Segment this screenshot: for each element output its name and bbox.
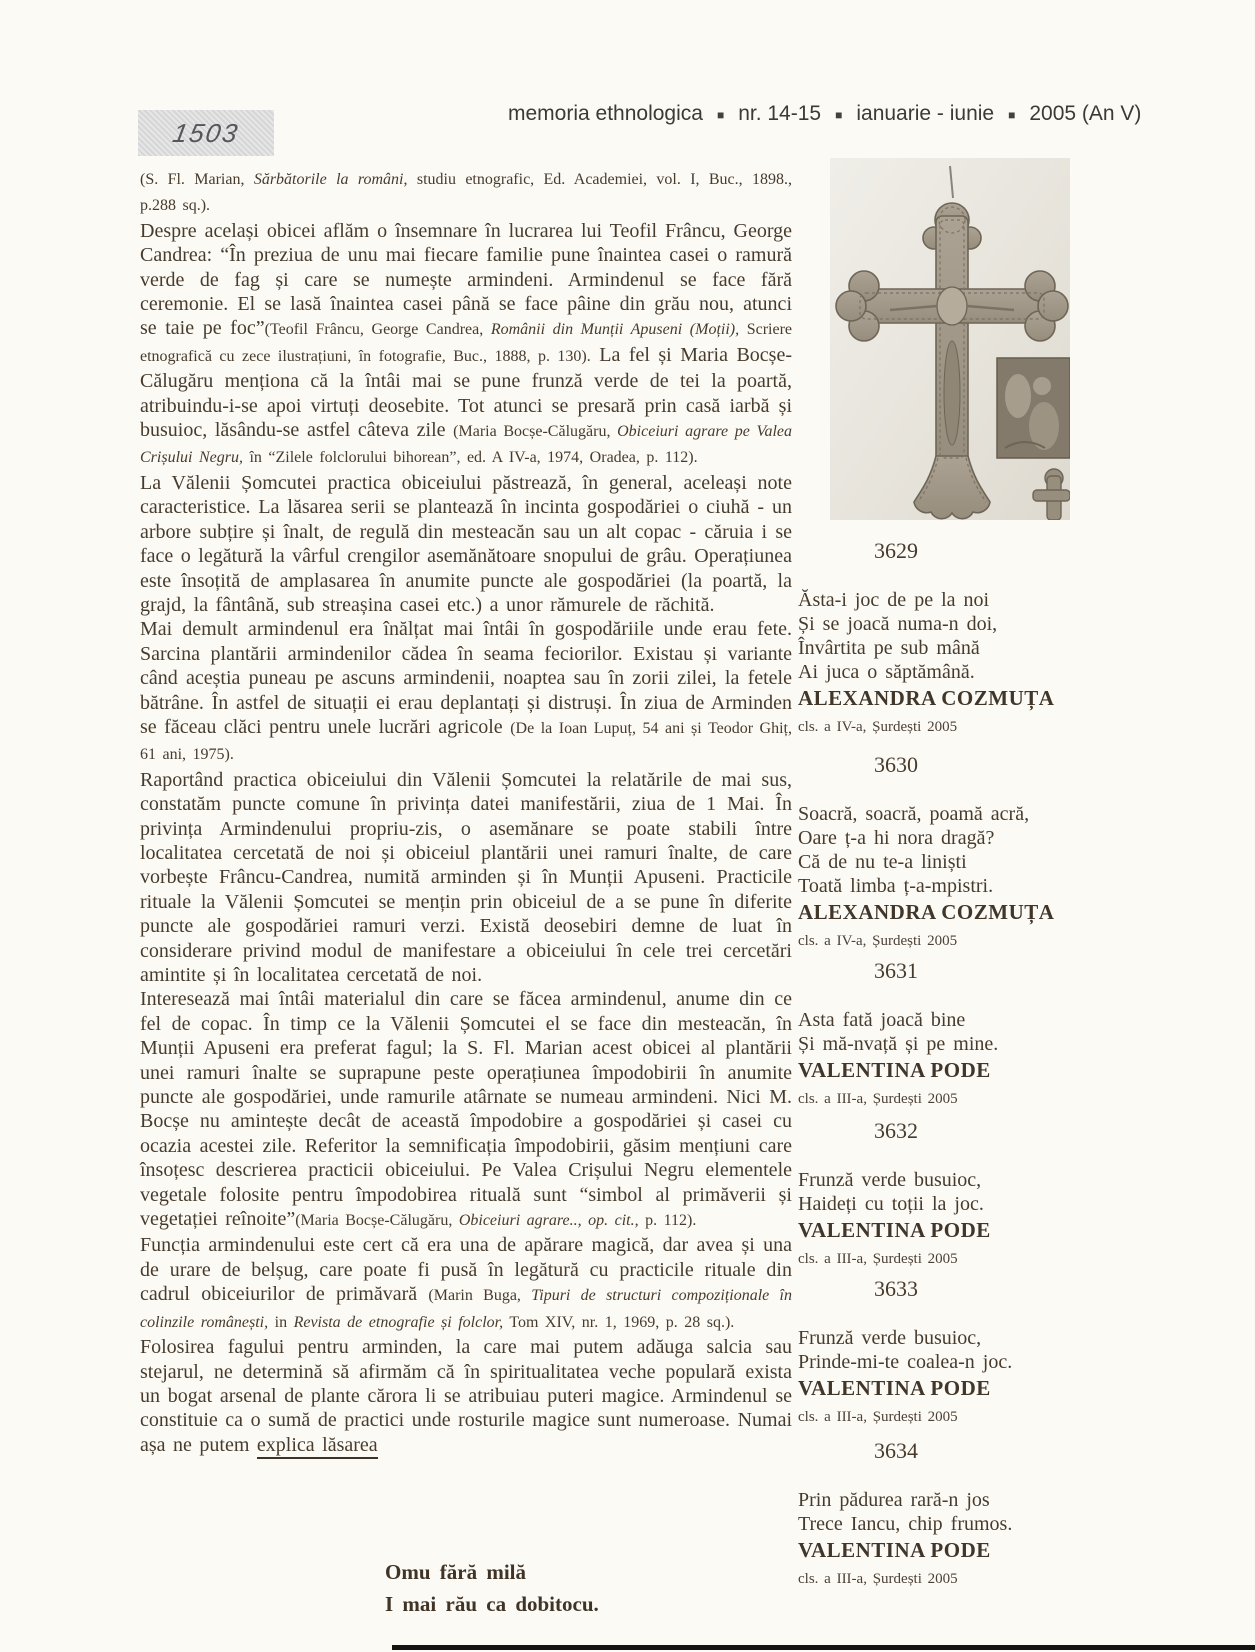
body-text: Raportând practica obiceiului din Vălenii Șomcutei la relatările de mai sus, constatăm puncte comune în privința datei manifestării, ziua de 1 Mai. În privința Armindenului propriu-zis, o asemănare se poate stabili între localitatea cercetată de noi și obiceiul plantării unei ramuri înalte, de care vorbește Frâncu-Candrea, numită arminden și în Munții Apuseni. Practicile rituale la Vălenii Șomcutei se mențin prin obiceiul de a se pune în diferite puncte ale gospodăriei ramuri verzi. Există deosebiri demne de luat în considerare privind modul de manifestare a obiceiului în cele trei cercetări amintite și în localitatea cercetată de noi. [140, 768, 792, 986]
verse-author: VALENTINA PODE [798, 1376, 991, 1400]
scan-edge-line [392, 1645, 1255, 1650]
citation-text: (Maria Bocșe-Călugăru, [453, 423, 618, 441]
body-text: Despre același obicei aflăm o însemnare în lucrarea lui Teofil Frâncu, George Candrea: “În preziua de unu mai fiecare familie pune înaintea casei o ramură verde de fag și care se numește armindeni. Armindenul se face fără ceremonie. El se lasă înaintea casei până se face pâine din grău nou, atunci se taie pe foc” [140, 219, 792, 340]
verse-author: ALEXANDRA COZMUȚA [798, 686, 1055, 710]
carved-icon [997, 358, 1070, 458]
verse-attribution: cls. a IV-a, Șurdești 2005 [798, 719, 958, 735]
verse-line: Frunză verde busuioc, [798, 1169, 982, 1191]
paragraph [140, 1335, 792, 1457]
verse-line: Prin pădurea rară-n jos [798, 1489, 990, 1511]
citation-title: Obiceiuri agrare.., op. cit., [458, 1212, 639, 1230]
citation-text: în “Zilele folclorului bihorean”, ed. A IV-a, 1974, Oradea, p. 112). [242, 449, 698, 467]
verse-line: Ai juca o săptămână. [798, 661, 975, 683]
citation-title: Revista de etnografie și folclor, [293, 1313, 504, 1331]
verse-line: Soacră, soacră, poamă acră, [798, 803, 1030, 825]
verse-3631 [798, 958, 1098, 1108]
verse-number: 3629 [874, 538, 918, 563]
verse-attribution: cls. a IV-a, Șurdești 2005 [798, 933, 958, 949]
closing-verse-line: Omu fără milă [385, 1560, 526, 1584]
citation-title: Românii din Munții Apuseni (Moții), [490, 321, 740, 339]
verse-author: ALEXANDRA COZMUȚA [798, 900, 1055, 924]
citation-text: Tom XIV, nr. 1, 1969, p. 28 sq.). [503, 1313, 735, 1331]
paragraph [140, 987, 792, 1233]
paragraph [140, 1233, 792, 1335]
verse-line: Asta fată joacă bine [798, 1009, 966, 1031]
body-text: Funcția armindenului este cert că era una de apărare magică, dar avea și una de urare de belșug, care poate fi pusă în legătură cu practicile rituale din cadrul obiceiurilor de primăvară [140, 1234, 792, 1306]
closing-verse-line: I mai rău ca dobitocu. [385, 1592, 599, 1616]
verse-number: 3632 [874, 1118, 918, 1143]
issue-year: 2005 (An V) [1029, 102, 1142, 125]
issue-period: ianuarie - iunie [856, 102, 995, 125]
verse-3633 [798, 1276, 1098, 1426]
christ-figure-head [937, 287, 967, 325]
bullet-icon: ■ [1008, 108, 1016, 122]
body-text: La Vălenii Șomcutei practica obiceiului păstrează, în general, aceleași note caracteristice. La lăsarea serii se plantează în incinta gospodăriei o ciuhă - un arbore subțire și înalt, de regulă din mesteacăn sau un alt copac - căruia i se face o legătură la vârful crengilor asemănătoare snopului de grâu. Operațiunea este însoțită de amplasarea în anumite puncte ale gospodăriei (la poartă, la grajd, la fântână, sub streașina casei etc.) a unor rămurele de răchită. [140, 471, 792, 616]
page-number-stamp [138, 110, 274, 156]
verse-number: 3630 [874, 752, 918, 777]
citation-title: Tipuri de structuri compoziționale în colinzile românești, [140, 1287, 793, 1331]
verse-line: Că de nu te-a liniști [798, 851, 967, 873]
verse-number: 3631 [874, 958, 918, 983]
citation-text: (Teofil Frâncu, George Candrea, [264, 321, 491, 339]
issue-number: nr. 14-15 [738, 102, 822, 125]
paragraph [140, 219, 792, 471]
bullet-icon: ■ [835, 108, 843, 122]
verse-attribution: cls. a III-a, Șurdești 2005 [798, 1571, 958, 1587]
citation-text: in [268, 1313, 294, 1331]
verse-author: VALENTINA PODE [798, 1538, 991, 1562]
citation-text: (Marin Buga, [428, 1287, 532, 1305]
body-text: La fel și Maria Bocșe-Călugăru menționa că la întâi mai se pune frunză verde de tei la poartă, atribuindu-i-se apoi virtuți deosebite. Tot atunci se presară prin casă iarbă și busuioc, lăsându-se astfel câteva zile [140, 343, 792, 442]
verse-author: VALENTINA PODE [798, 1058, 991, 1082]
article-column [140, 166, 792, 1457]
body-text: Mai demult armindenul era înălțat mai întâi în gospodăriile unde erau fete. Sarcina plantării armindenilor cădea în seama feciorilor. Existau și variante când aceștia puneau pe ascuns armindenii, noaptea sau în zorii zilei, la fetele bătrâne. În astfel de situații ei erau deplantați și distruși. În ziua de Arminden se făceau clăci pentru unele lucrări agricole [140, 618, 792, 738]
verse-line: Și mă-nvață și pe mine. [798, 1033, 999, 1055]
bullet-icon: ■ [716, 108, 725, 122]
journal-title: memoria ethnologica [508, 102, 703, 125]
citation-text: p. 112). [638, 1212, 697, 1230]
citation-text: (Maria Bocșe-Călugăru, [295, 1212, 459, 1230]
verse-line: Învârtita pe sub mână [798, 637, 980, 659]
verse-line: Trece Iancu, chip frumos. [798, 1513, 1013, 1535]
verse-number: 3634 [874, 1438, 918, 1463]
citation-title: Obiceiuri agrare pe Valea Crișului Negru, [140, 423, 793, 467]
paragraph-citation [140, 166, 792, 219]
citation-title: Sărbătorile la români [253, 171, 404, 188]
citation-text: Scriere etnografică cu zece ilustrațiuni, în fotografie, Buc., 1888, p. 130). [140, 321, 793, 365]
verse-line: Frunză verde busuioc, [798, 1327, 982, 1349]
body-text: Interesează mai întâi materialul din care se făcea armindenul, anume din ce fel de copac. În timp ce la Vălenii Șomcutei el se face din mesteacăn, în Munții Apuseni era preferat fagul; la S. Fl. Marian acest obicei al plantării unei ramuri înalte se suprapune peste operațiunea împodobirii în anumite puncte ale gospodăriei, unde ramurile atârnate se numeau armindeni. Nici M. Bocșe nu amintește decât de această împodobire a gospodăriei și casei cu ocazia acestei zile. Referitor la semnificația împodobirii, găsim mențiuni care însoțesc descrierea practicii obiceiului. Pe Valea Crișului Negru elementele vegetale folosite pentru împodobirea rituală sunt “simbol al primăverii și vegetației reînoite” [140, 988, 792, 1231]
underlined-text: explica lăsarea [257, 1434, 378, 1459]
verse-3634 [798, 1438, 1098, 1588]
verse-line: Și se joacă numa-n doi, [798, 613, 998, 635]
body-text: Folosirea fagului pentru arminden, la care mai putem adăuga salcia sau stejarul, ne determină să afirmăm că în spiritualitatea veche populară exista un bogat arsenal de plante cărora li se atribuiau puteri magice. Armindenul se constituie ca o sumă de practici unde rosturile magice sunt numeroase. Numai așa ne putem [140, 1336, 792, 1456]
christ-figure-body [944, 341, 960, 445]
cross-photo-image [830, 158, 1070, 520]
page-number: 1503 [170, 117, 242, 148]
paragraph [140, 471, 792, 617]
verse-3629 [798, 538, 1098, 736]
paragraph [140, 768, 792, 988]
citation-text: , studiu etnografic, Ed. Academiei, vol. I, Buc., 1898., p.288 sq.). [140, 171, 793, 215]
paragraph [140, 617, 792, 767]
cross-photo [830, 158, 1070, 520]
verse-3632 [798, 1118, 1098, 1268]
verse-line: Toată limba ț-a-mpistri. [798, 875, 994, 897]
verse-number: 3633 [874, 1276, 918, 1301]
verse-line: Prinde-mi-te coalea-n joc. [798, 1351, 1013, 1373]
verse-attribution: cls. a III-a, Șurdești 2005 [798, 1091, 958, 1107]
citation-text: (De la Ioan Lupuț, 54 ani și Teodor Ghiț, 61 ani, 1975). [140, 719, 792, 764]
verse-attribution: cls. a III-a, Șurdești 2005 [798, 1251, 958, 1267]
journal-header [508, 102, 1188, 126]
closing-verse [385, 1556, 599, 1620]
verse-attribution: cls. a III-a, Șurdești 2005 [798, 1409, 958, 1425]
verse-line: Haideți cu toții la joc. [798, 1193, 984, 1215]
verse-3630 [798, 752, 1098, 950]
verse-line: Oare ț-a hi nora dragă? [798, 827, 995, 849]
verse-line: Ăsta-i joc de pe la noi [798, 589, 990, 611]
verse-author: VALENTINA PODE [798, 1218, 991, 1242]
citation-text: (S. Fl. Marian, [140, 171, 254, 188]
